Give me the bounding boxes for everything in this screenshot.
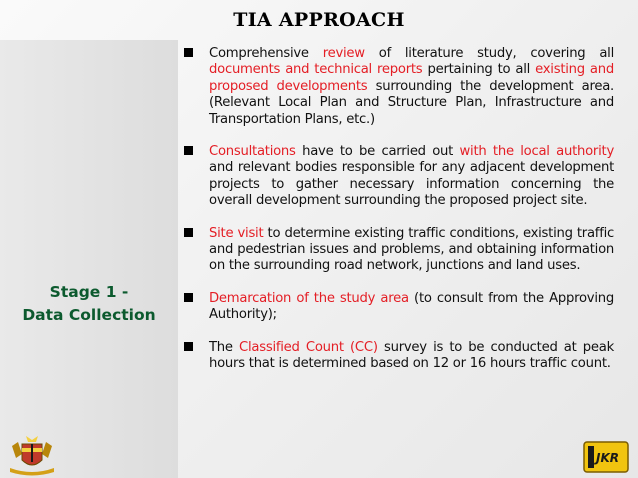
square-bullet-icon bbox=[184, 146, 193, 155]
bullet-highlight: documents and technical reports bbox=[209, 62, 423, 78]
coat-of-arms-logo bbox=[6, 432, 58, 476]
bullet-highlight: Consultations bbox=[209, 144, 296, 160]
square-bullet-icon bbox=[184, 293, 193, 302]
bullet-highlight: with the local authority bbox=[459, 144, 614, 160]
bullet-text-part: survey is to be conducted at peak hours that is determined based on 12 or 16 hours traffic count. bbox=[209, 339, 614, 372]
bullet-text-part: of literature study, covering all bbox=[364, 46, 614, 61]
crest-left-supporter bbox=[12, 442, 22, 458]
square-bullet-icon bbox=[184, 48, 193, 57]
crest-crescent-star bbox=[26, 436, 38, 442]
bullet-highlight: Classified Count (CC) bbox=[239, 339, 378, 355]
bullet-item bbox=[178, 340, 614, 373]
bullet-item bbox=[178, 46, 614, 128]
bullet-text-part: pertaining to all bbox=[422, 62, 536, 78]
square-bullet-icon bbox=[184, 342, 193, 351]
stage-label-line2: Data Collection bbox=[22, 306, 156, 324]
bullet-highlight: existing and proposed developments bbox=[209, 62, 614, 94]
bullet-list bbox=[178, 46, 614, 389]
stage-label-line1: Stage 1 - bbox=[49, 283, 129, 301]
bullet-highlight: Site visit bbox=[209, 225, 264, 241]
crest-right-supporter bbox=[42, 442, 52, 458]
bullet-highlight: review bbox=[322, 46, 365, 61]
jkr-logo bbox=[580, 436, 632, 476]
bullet-text-part: (to consult from the Approving Authority); bbox=[209, 290, 614, 323]
bullet-text-part: to determine existing traffic conditions, existing traffic and pedestrian issues and problems, and obtaining information on the surrounding road network, junctions and land uses. bbox=[209, 225, 615, 274]
slide-title: TIA APPROACH bbox=[233, 9, 405, 31]
bullet-highlight: Demarcation of the study area bbox=[209, 290, 409, 306]
bullet-text-part: The bbox=[209, 339, 240, 355]
square-bullet-icon bbox=[184, 228, 193, 237]
bullet-text-part: surrounding the development area. (Relevant Local Plan and Structure Plan, Infrastructure and Transportation Plans, etc.) bbox=[209, 78, 614, 127]
bullet-item bbox=[178, 291, 614, 324]
left-panel bbox=[0, 40, 178, 478]
bullet-item bbox=[178, 144, 614, 210]
crest-scroll bbox=[10, 468, 54, 476]
bullet-text-part: have to be carried out bbox=[295, 144, 460, 160]
title-bar bbox=[0, 0, 638, 40]
bullet-text-part: and relevant bodies responsible for any adjacent development projects to gather necessary information concerning the overall development surrounding the proposed project site. bbox=[209, 160, 614, 209]
jkr-tower bbox=[588, 446, 594, 468]
stage-label bbox=[0, 281, 178, 327]
bullet-text-part: Comprehensive bbox=[209, 46, 323, 61]
crest-divider bbox=[31, 444, 33, 462]
bullet-item bbox=[178, 226, 614, 275]
jkr-logo-text: JKR bbox=[596, 451, 620, 465]
